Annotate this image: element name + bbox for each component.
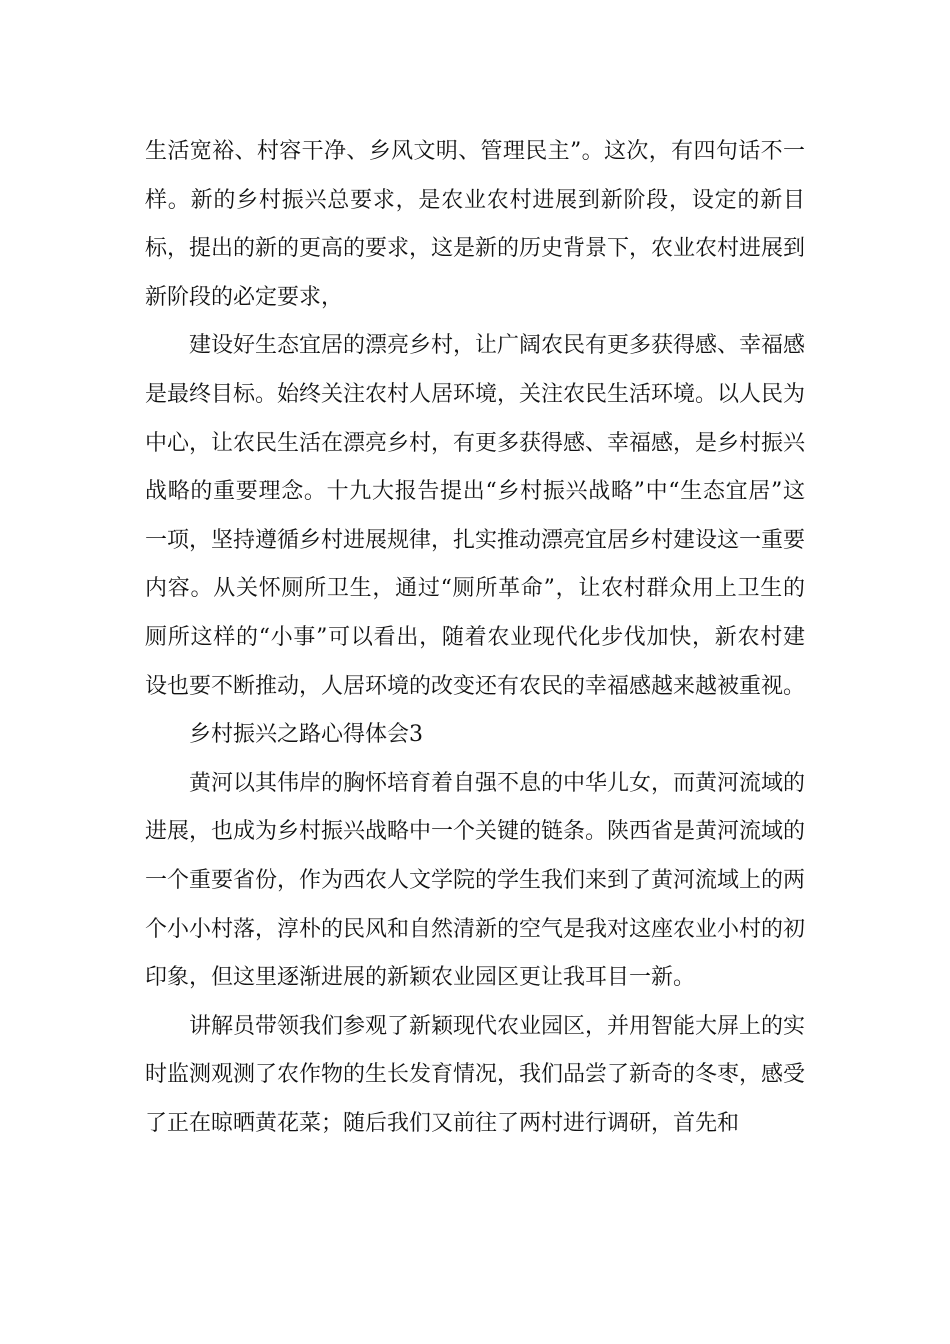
section-heading: 乡村振兴之路心得体会3 (189, 722, 423, 748)
paragraph-continued: 生活宽裕、村容干净、乡风文明、管理民主”。这次，有四句话不一样。新的乡村振兴总要求，是农业农村进展到新阶段，设定的新目标，提出的新的更高的要求，这是新的历史背景下，农业农村进展到新阶段的必定要求， (145, 139, 806, 310)
paragraph-ecological-living: 建设好生态宜居的漂亮乡村，让广阔农民有更多获得感、幸福感是最终目标。始终关注农村人居环境，关注农民生活环境。以人民为中心，让农民生活在漂亮乡村，有更多获得感、幸福感，是乡村振兴战略的重要理念。十九大报告提出“乡村振兴战略”中“生态宜居”这一项，坚持遵循乡村进展规律，扎实推动漂亮宜居乡村建设这一重要内容。从关怀厕所卫生，通过“厕所革命”，让农村群众用上卫生的厕所这样的“小事”可以看出，随着农业现代化步伐加快，新农村建设也要不断推动，人居环境的改变还有农民的幸福感越来越被重视。 (145, 333, 806, 699)
paragraph-yellow-river: 黄河以其伟岸的胸怀培育着自强不息的中华儿女，而黄河流域的进展，也成为乡村振兴战略中一个关键的链条。陕西省是黄河流域的一个重要省份，作为西农人文学院的学生我们来到了黄河流域上的两个小小村落，淳朴的民风和自然清新的空气是我对这座农业小村的初印象，但这里逐渐进展的新颖农业园区更让我耳目一新。 (145, 770, 806, 991)
paragraph-agricultural-park: 讲解员带领我们参观了新颖现代农业园区，并用智能大屏上的实时监测观测了农作物的生长发育情况，我们品尝了新奇的冬枣，感受了正在晾晒黄花菜；随后我们又前往了两村进行调研，首先和 (145, 1013, 806, 1136)
document-body (145, 128, 805, 1148)
